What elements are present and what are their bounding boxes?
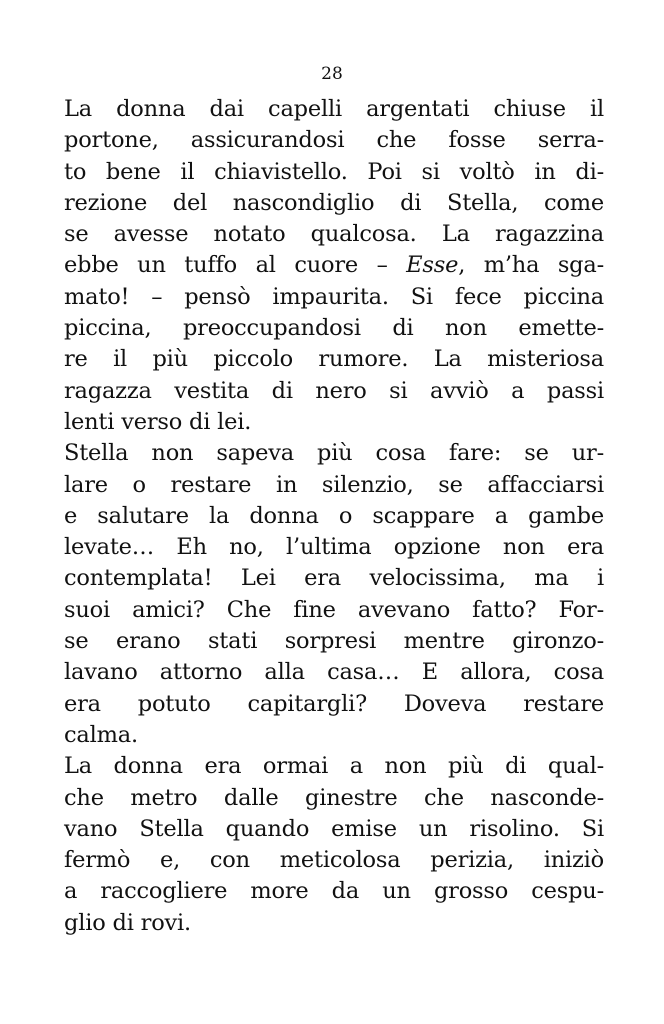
text-line: lavano attorno alla casa… E allora, cosa	[64, 659, 604, 686]
text-line: fermò e, con meticolosa perizia, iniziò	[64, 847, 604, 874]
text-line: piccina, preoccupandosi di non emette-	[64, 315, 604, 342]
text-line-with-italic	[64, 250, 604, 281]
text-line: e salutare la donna o scappare a gambe	[64, 502, 604, 529]
text-line: La donna dai capelli argentati chiuse il	[64, 96, 604, 122]
text-line: rezione del nascondiglio di Stella, come	[64, 189, 604, 216]
paragraph-1	[64, 94, 604, 438]
text-line: che metro dalle ginestre che nasconde-	[64, 784, 604, 811]
text-line: glio di rovi.	[64, 909, 192, 936]
paragraph-2	[64, 438, 604, 751]
text-line: La donna era ormai a non più di qual-	[64, 753, 604, 780]
body-text	[64, 94, 604, 939]
text-line: levate… Eh no, l’ultima opzione non era	[64, 534, 604, 561]
text-fragment: ebbe un tuffo al cuore –	[64, 252, 407, 279]
text-line: era potuto capitargli? Doveva restare	[64, 690, 604, 717]
text-line: calma.	[64, 721, 138, 748]
text-line: vano Stella quando emise un risolino. Si	[64, 815, 604, 842]
text-fragment: , m’ha sga-	[458, 252, 604, 279]
text-line: lare o restare in silenzio, se affacciarsi	[64, 471, 604, 498]
text-line: mato! – pensò impaurita. Si fece piccina	[64, 283, 604, 310]
text-line: contemplata! Lei era velocissima, ma i	[64, 565, 604, 592]
italic-word: Esse	[406, 252, 459, 279]
text-line: to bene il chiavistello. Poi si voltò in di-	[64, 158, 604, 185]
text-line: portone, assicurandosi che fosse serra-	[64, 127, 604, 154]
text-line: se avesse notato qualcosa. La ragazzina	[64, 221, 604, 248]
text-line: suoi amici? Che fine avevano fatto? For-	[64, 596, 604, 623]
text-line: lenti verso di lei.	[64, 408, 252, 435]
text-line: ragazza vestita di nero si avviò a passi	[64, 377, 604, 404]
text-line: a raccogliere more da un grosso cespu-	[64, 878, 604, 905]
text-line: re il più piccolo rumore. La misteriosa	[64, 346, 604, 373]
text-line: Stella non sapeva più cosa fare: se ur-	[64, 440, 604, 467]
page-number: 28	[321, 64, 343, 84]
text-line: se erano stati sorpresi mentre gironzo-	[64, 628, 604, 655]
paragraph-3	[64, 751, 604, 939]
